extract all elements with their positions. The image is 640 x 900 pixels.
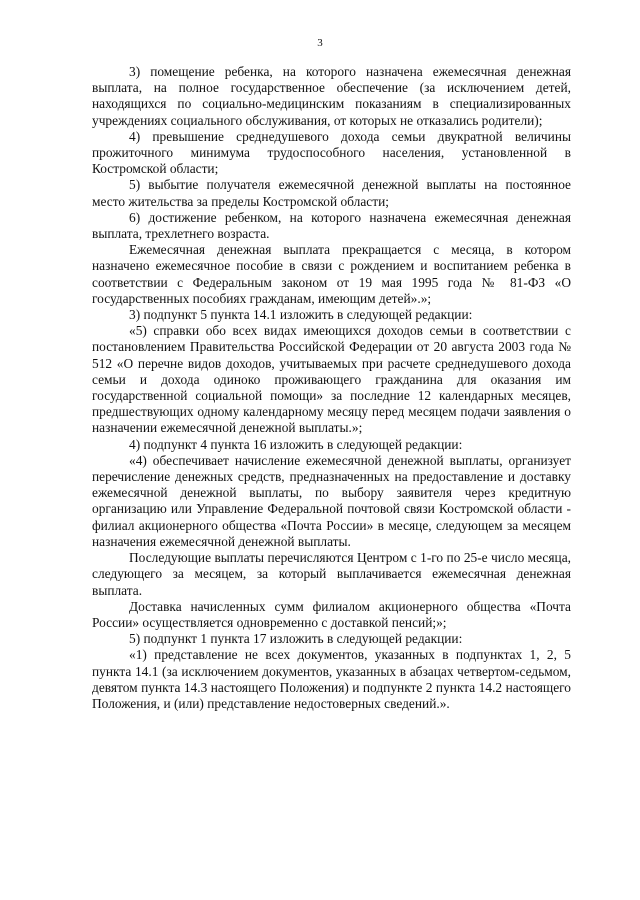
- paragraph-item-3-placement: 3) помещение ребенка, на которого назначена ежемесячная денежная выплата, на полное государственное обеспечение (за исключением детей, находящихся по социально-медицинским показаниям в специализированных учреждениях социального обслуживания, от которых не отказались родители);: [92, 64, 571, 128]
- paragraph-amendment-4-heading: 4) подпункт 4 пункта 16 изложить в следующей редакции:: [129, 436, 463, 452]
- paragraph-payment-termination: Ежемесячная денежная выплата прекращается с месяца, в котором назначено ежемесячное пособие в связи с рождением и воспитанием ребенка в соответствии с Федеральным законом от 19 мая 1995 года № 81-ФЗ «О государственных пособиях гражданам, имеющим детей».»;: [92, 242, 571, 306]
- page-number: 3: [317, 37, 323, 49]
- document-body: [92, 64, 571, 712]
- paragraph-amendment-5-heading: 5) подпункт 1 пункта 17 изложить в следующей редакции:: [129, 631, 463, 647]
- paragraph-amendment-5-text: «1) представление не всех документов, указанных в подпунктах 1, 2, 5 пункта 14.1 (за исключением документов, указанных в абзацах четвертом-седьмом, девятом пункта 14.3 настоящего Положения) и подпункте 2 пункта 14.2 настоящего Положения, и (или) представление недостоверных сведений.».: [92, 647, 571, 711]
- paragraph-amendment-3-text: «5) справки обо всех видах имеющихся доходов семьи в соответствии с постановлением Правительства Российской Федерации от 20 августа 2003 года № 512 «О перечне видов доходов, учитываемых при расчете среднедушевого дохода семьи и дохода одиноко проживающего гражданина для оказания им государственной социальной помощи» за последние 12 календарных месяцев, предшествующих одному календарному месяцу перед месяцем подачи заявления о назначении ежемесячной денежной выплаты.»;: [92, 323, 571, 436]
- paragraph-amendment-3-heading: 3) подпункт 5 пункта 14.1 изложить в следующей редакции:: [129, 307, 473, 323]
- paragraph-amendment-4-text: «4) обеспечивает начисление ежемесячной денежной выплаты, организует перечисление денежных средств, предназначенных на предоставление и доставку ежемесячной денежной выплаты, по выбору заявителя через кредитную организацию или Управление Федеральной почтовой связи Костромской области - филиал акционерного общества «Почта России» в месяце, следующем за месяцем назначения ежемесячной денежной выплаты.: [92, 452, 571, 549]
- paragraph-subsequent-payments: Последующие выплаты перечисляются Центром с 1-го по 25-е число месяца, следующего за месяцем, за который выплачивается ежемесячная денежная выплата.: [92, 550, 571, 598]
- paragraph-item-5-relocation: 5) выбытие получателя ежемесячной денежной выплаты на постоянное место жительства за пределы Костромской области;: [92, 177, 571, 209]
- paragraph-item-6-age-limit: 6) достижение ребенком, на которого назначена ежемесячная денежная выплата, трехлетнего возраста.: [92, 209, 571, 242]
- paragraph-item-4-income-excess: 4) превышение среднедушевого дохода семьи двукратной величины прожиточного минимума трудоспособного населения, установленной в Костромской области;: [92, 128, 571, 177]
- paragraph-delivery: Доставка начисленных сумм филиалом акционерного общества «Почта России» осуществляется одновременно с доставкой пенсий;»;: [92, 598, 571, 630]
